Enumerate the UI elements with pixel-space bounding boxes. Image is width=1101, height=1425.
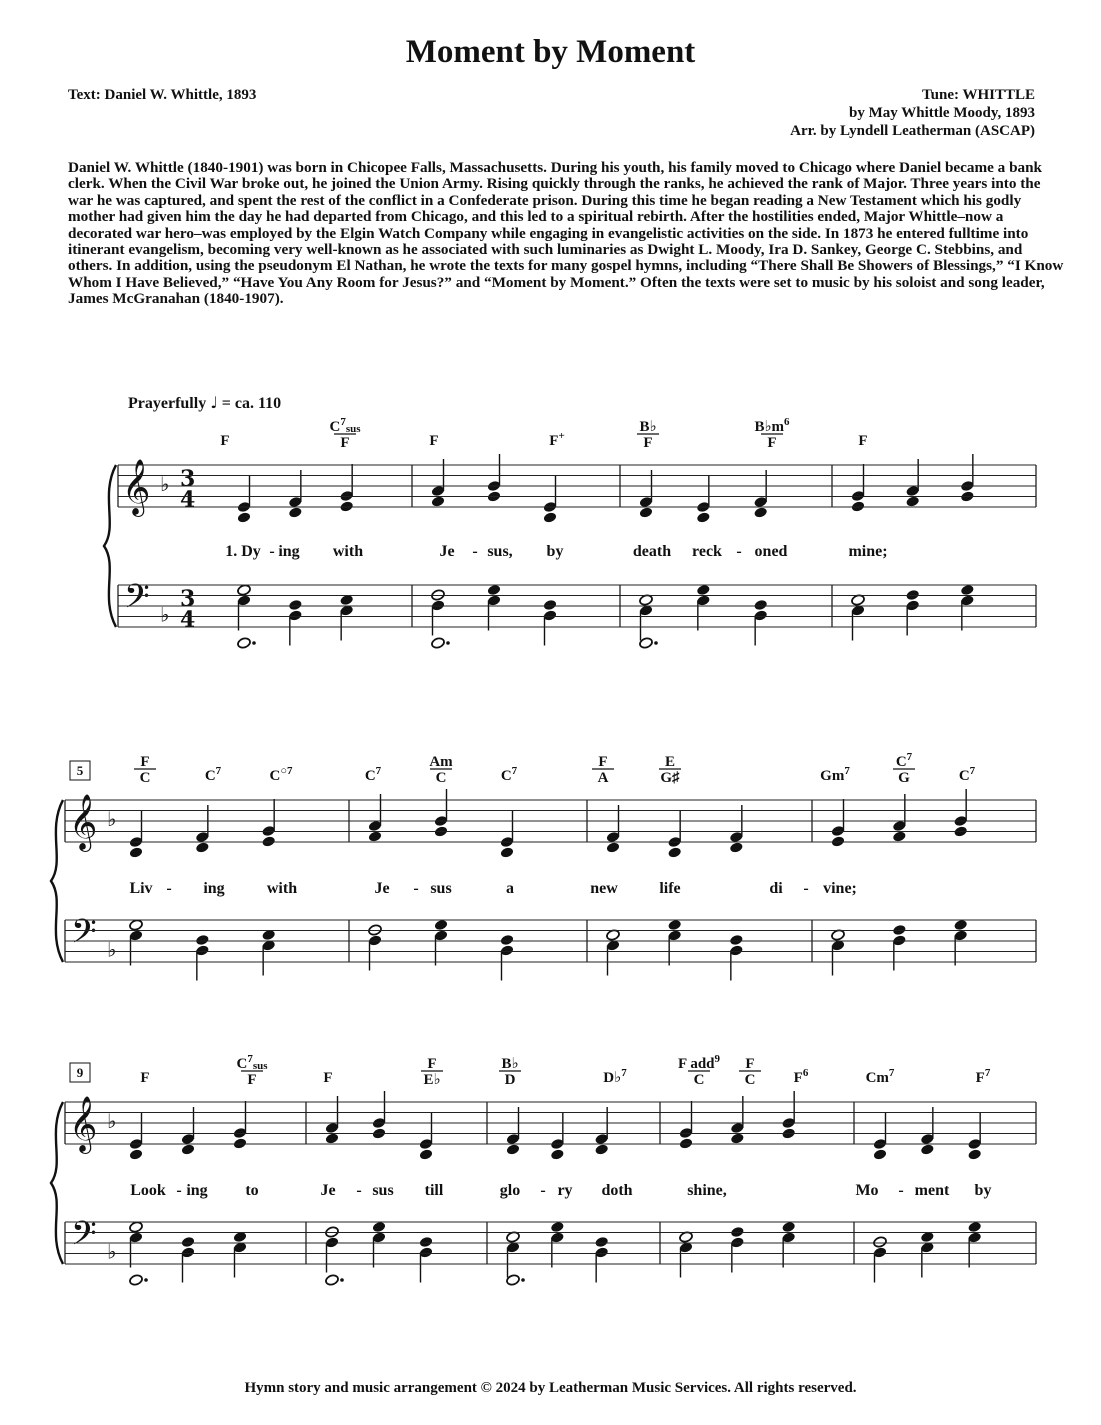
chord-bass: F [767,435,777,451]
flat-key-signature-icon: ♭ [107,937,117,962]
chord-symbol [429,754,453,786]
lyric-syllable: sus [372,1182,394,1199]
treble-staff [118,465,1036,507]
text-credit: Text: Daniel W. Whittle, 1893 [68,87,257,103]
chord-symbol [421,1056,443,1088]
treble-clef-icon: 𝄞 [122,459,151,515]
note-head [325,1132,340,1145]
tempo-word: Prayerfully [128,395,207,412]
lyric-syllable: to [245,1182,259,1199]
lyric-syllable: - [166,880,172,897]
lyric-syllable: Je [320,1182,336,1199]
chord-name: $C^7$ [500,765,518,784]
treble-staff [65,800,1036,842]
tempo-value: = ca. 110 [221,395,282,412]
time-signature-top: 3 [180,586,196,612]
note-head [431,495,446,508]
chord-name: F [140,754,150,770]
note-head [129,919,144,932]
brace [51,800,63,962]
note-head [487,584,502,597]
lyric-syllable: ing [278,543,300,560]
chord-symbol [365,765,382,784]
flat-key-signature-icon: ♭ [160,602,170,627]
lyric-syllable: reck [692,543,722,560]
lyric-syllable: sus [430,880,452,897]
note-head [639,506,654,519]
augmentation-dot [654,641,658,645]
lyric-syllable: death [632,543,672,560]
lyric-syllable: ing [203,880,225,897]
lyric-syllable: - [472,543,478,560]
chord-name: F add$^9$ [677,1053,721,1072]
lyric-syllable: ing [186,1182,208,1199]
note-head [419,1148,434,1161]
note-head [434,919,449,932]
chord-symbol [140,1070,149,1086]
lyric-syllable: Je [374,880,390,897]
tune-name: Tune: WHITTLE [922,87,1035,103]
lyric-syllable: vine; [823,880,857,897]
lyric-syllable: glo [499,1182,521,1199]
note-head [181,1143,196,1156]
chord-name: $C^7_{sus}$ [236,1053,268,1072]
note-head [431,637,446,650]
chord-name: $C^7$ [364,765,382,784]
chord-name: $C^7_{sus}$ [329,416,361,435]
note-head [368,830,383,843]
lyric-syllable: Mo [855,1182,879,1199]
bass-clef-icon: 𝄢 [71,913,97,959]
chord-name: F [427,1056,437,1072]
augmentation-dot [521,1278,525,1282]
lyric-syllable: - [176,1182,182,1199]
note-head [873,1148,888,1161]
chord-name: B♭ [501,1056,519,1072]
chord-name: $C^{○7}$ [269,765,293,784]
chord-name: F [429,433,439,449]
note-head [667,846,682,859]
chord-name: F [858,433,868,449]
lyric-syllable: 1. Dy [225,543,261,560]
note-head [730,1132,745,1145]
chord-name: D♭$^7$ [603,1067,627,1086]
composer-credit: by May Whittle Moody, 1893 [849,105,1035,121]
chord-symbol [205,765,222,784]
augmentation-dot [446,641,450,645]
chord-bass: A [597,770,609,786]
measure-number: 9 [76,1065,84,1080]
chord-symbol [603,1067,627,1086]
chord-name: $F^6$ [793,1067,809,1086]
note-head [594,1236,609,1249]
quarter-note-icon: ♩ [210,393,218,412]
chord-name: F [745,1056,755,1072]
chord-name: B♭ [639,419,657,435]
note-head [729,841,744,854]
brace [51,1102,63,1264]
note-head [696,511,711,524]
chord-symbol [220,433,229,449]
chord-bass: C [693,1072,705,1088]
lyric-syllable: - [413,880,419,897]
note-head [129,1148,144,1161]
chord-symbol [270,765,293,784]
chord-symbol [323,1070,332,1086]
lyric-syllable: ment [914,1182,950,1199]
lyric-syllable: - [736,543,742,560]
chord-symbol [499,1056,521,1088]
chord-symbol [794,1067,809,1086]
lyric-syllable: Look [130,1182,166,1199]
time-signature-bottom: 4 [180,487,196,513]
treble-clef-icon: 𝄞 [69,1096,98,1152]
system-3 [51,1053,1036,1286]
chord-symbol [501,765,518,784]
chord-symbol [678,1053,721,1088]
lyric-syllable: oned [754,543,788,560]
note-head [181,1236,196,1249]
note-head [543,511,558,524]
copyright-footer: Hymn story and music arrangement © 2024 by Leatherman Music Services. All rights reserved. [244,1380,857,1396]
system-2 [51,751,1036,981]
chord-bass: E♭ [423,1072,441,1088]
augmentation-dot [252,641,256,645]
note-head [781,1221,796,1234]
note-head [873,1236,888,1249]
chord-bass: D [504,1072,516,1088]
chord-symbol [134,754,156,786]
note-head [606,841,621,854]
bass-staff [65,1222,1036,1264]
chord-name: Cm$^7$ [865,1067,895,1086]
chord-bass: C [139,770,151,786]
lyric-syllable: sus, [487,543,513,560]
chord-symbol [959,765,976,784]
augmentation-dot [144,1278,148,1282]
note-head [967,1221,982,1234]
chord-bass: F [643,435,653,451]
lyric-syllable: Liv [129,880,153,897]
chord-symbol [858,433,867,449]
note-head [288,506,303,519]
chord-bass: F [247,1072,257,1088]
note-head [500,846,515,859]
note-head [753,506,768,519]
note-head [550,1221,565,1234]
arranger-credit: Arr. by Lyndell Leatherman (ASCAP) [790,123,1035,139]
treble-staff [65,1102,1036,1144]
chord-symbol [429,433,438,449]
chord-name: $C^7$ [204,765,222,784]
measure-number: 5 [76,763,84,778]
chord-symbol [592,754,614,786]
time-signature-bottom: 4 [180,607,196,633]
time-signature-top: 3 [180,466,196,492]
note-head [129,846,144,859]
chord-name: F [323,1070,333,1086]
lyric-syllable: life [659,880,681,897]
lyric-syllable: by [974,1182,992,1199]
chord-symbol [637,419,659,451]
note-head [953,919,968,932]
chord-symbol [739,1056,761,1088]
note-head [419,1236,434,1249]
chord-bass: G♯ [660,770,680,786]
chord-bass: F [340,435,350,451]
note-head [892,830,907,843]
lyric-syllable: shine, [687,1182,727,1199]
note-head [696,584,711,597]
chord-symbol [976,1067,991,1086]
chord-name: $B♭m^6$ [754,416,790,435]
note-head [372,1221,387,1234]
chord-name: $F^7$ [975,1067,991,1086]
lyric-syllable: - [803,880,809,897]
treble-clef-icon: 𝄞 [69,794,98,850]
note-head [550,1148,565,1161]
flat-key-signature-icon: ♭ [107,807,117,831]
lyric-syllable: - [898,1182,904,1199]
note-head [195,934,210,947]
lyric-syllable: till [424,1182,444,1199]
chord-name: Am [429,754,453,770]
note-head [753,599,768,612]
chord-symbol [893,751,915,786]
note-head [729,934,744,947]
note-head [237,584,252,597]
chord-bass: C [744,1072,756,1088]
system-1 [104,416,1036,649]
note-head [667,919,682,932]
chord-bass: C [435,770,447,786]
flat-key-signature-icon: ♭ [160,472,170,496]
note-head [288,599,303,612]
chord-symbol [820,765,850,784]
chord-symbol [754,416,790,451]
lyric-syllable: ry [557,1182,573,1199]
brace [104,465,116,627]
note-head [129,1274,144,1287]
note-head [905,495,920,508]
lyric-syllable: by [546,543,564,560]
note-head [129,1221,144,1234]
bass-staff [118,585,1036,627]
chord-name: Gm$^7$ [820,765,850,784]
lyric-syllable: doth [601,1182,633,1199]
chord-symbol [549,430,564,449]
lyric-syllable: with [332,543,364,560]
augmentation-dot [340,1278,344,1282]
note-head [594,1143,609,1156]
note-head [237,511,252,524]
note-head [325,1274,340,1287]
lyric-syllable: with [266,880,298,897]
note-head [543,599,558,612]
lyric-syllable: new [590,880,618,897]
chord-name: E [664,754,676,770]
chord-name: $C^7$ [895,751,913,770]
chord-symbol [866,1067,895,1086]
chord-symbol [659,754,681,786]
chord-name: F [220,433,230,449]
lyric-syllable: - [540,1182,546,1199]
chord-name: F [140,1070,150,1086]
chord-bass: G [898,770,910,786]
note-head [506,1143,521,1156]
note-head [195,841,210,854]
bass-staff [65,920,1036,962]
chord-symbol [329,416,361,451]
note-head [500,934,515,947]
chord-name: $C^7$ [958,765,976,784]
flat-key-signature-icon: ♭ [107,1109,117,1133]
bass-clef-icon: 𝄢 [124,578,150,624]
note-head [237,637,252,650]
lyric-syllable: - [269,543,275,560]
note-head [967,1148,982,1161]
lyric-syllable: di [769,880,783,897]
chord-name: F+ [549,430,565,449]
hymn-story-text: Daniel W. Whittle (1840-1901) was born in Chicopee Falls, Massachusetts. During his youth, his family moved to Chicago where Daniel became a bank clerk. When the Civil War broke out, he joined the Union Army. Rising quickly through the ranks, he achieved the rank of Major. Three years into the war he was captured, and spent the rest of the conflict in a Confederate prison. During this time he began reading a New Testament which his godly mother had given him the day he had departed from Chicago, and this led to a spiritual rebirth. After the hostilities ended, Major Whittle–now a decorated war hero–was employed by the Elgin Watch Company while engaging in evangelistic activities on the side. In 1873 he entered fulltime into itinerant evangelism, becoming very well-known as he associated with such luminaries as Dwight L. Moody, Ira D. Sankey, George C. Stebbins, and others. In addition, using the pseudonym El Nathan, he wrote the texts for many gospel hymns, including “There Shall Be Showers of Blessings,” “I Know Whom I Have Believed,” “Have You Any Room for Jesus?” and “Moment by Moment.” Often the texts were set to music by his soloist and song leader, James McGranahan (1840-1907). [68,159,1064,308]
chord-name: F [598,754,608,770]
lyric-syllable: a [506,880,514,897]
flat-key-signature-icon: ♭ [107,1239,117,1264]
lyric-syllable: mine; [848,543,888,560]
lyric-syllable: - [356,1182,362,1199]
note-head [920,1143,935,1156]
note-head [960,584,975,597]
lyric-syllable: Je [439,543,455,560]
bass-clef-icon: 𝄢 [71,1215,97,1261]
page-title: Moment by Moment [405,34,696,70]
chord-symbol [236,1053,268,1088]
